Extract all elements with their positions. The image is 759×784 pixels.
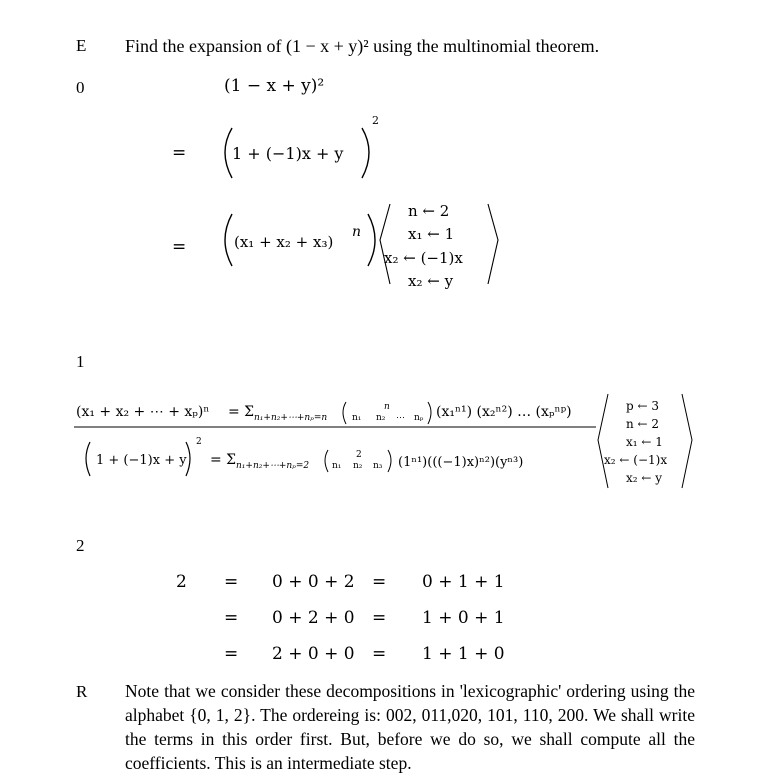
eq2-lead: 2 <box>176 572 187 592</box>
eq1-num-binom-2: n₂ <box>376 413 386 423</box>
eq1-den-binom-3: n₃ <box>373 461 383 471</box>
eq2-row2-eq2: = <box>372 608 387 628</box>
eq2-row1-eq: = <box>224 572 239 592</box>
eq1-num-sum: = Σ <box>228 404 255 420</box>
eq0-sub-2: x₁ ← 1 <box>408 225 455 243</box>
eq1-sub-2: n ← 2 <box>626 417 660 431</box>
eq0-sub-3: x₂ ← (−1)x <box>384 249 463 267</box>
marker-0: 0 <box>76 78 85 97</box>
eq0-line2-inner: 1 + (−1)x + y <box>232 144 344 163</box>
eq1-num-binom-4: nₚ <box>414 413 424 423</box>
eq1-sub-1: p ← 3 <box>626 399 659 413</box>
marker-e: E <box>76 36 87 55</box>
eq1-den-sub: n₁+n₂+⋯+nₚ=2 <box>236 461 310 471</box>
eq1-sub-5: x₂ ← y <box>626 471 663 485</box>
eq1-num-binom-top: n <box>384 402 390 412</box>
eq2-row2-b: 1 + 0 + 1 <box>422 608 505 628</box>
eq2-row1-a: 0 + 0 + 2 <box>272 572 355 592</box>
remark-paragraph: Note that we consider these decompositions in 'lexicographic' ordering using the alphabet {0, 1, 2}. The ordereing is: 002, 011,020, 101, 110, 200. We shall write the terms in this order first. But, before we do so, we shall compute all the coefficients. This is an intermediate step. <box>125 681 695 773</box>
eq1-den-sum: = Σ <box>210 452 237 468</box>
eq0-equals-2: = <box>172 237 187 257</box>
eq1-block <box>70 390 700 500</box>
marker-1: 1 <box>76 352 85 371</box>
eq2-row3-b: 1 + 1 + 0 <box>422 644 505 664</box>
eq1-den-inner: 1 + (−1)x + y <box>96 453 187 468</box>
eq2-row1-eq2: = <box>372 572 387 592</box>
eq0-line3-exp: n <box>352 224 362 240</box>
eq1-num-sub: n₁+n₂+⋯+nₚ=n <box>254 413 328 423</box>
eq1-den-binom-2: n₂ <box>353 461 363 471</box>
eq0-sub-4: x₂ ← y <box>408 272 454 290</box>
eq1-den-binom-1: n₁ <box>332 461 342 471</box>
eq0-sub-1: n ← 2 <box>408 202 450 220</box>
eq2-row2-eq: = <box>224 608 239 628</box>
eq2-row3-eq2: = <box>372 644 387 664</box>
eq2-row3-a: 2 + 0 + 0 <box>272 644 355 664</box>
eq1-sub-4: x₂ ← (−1)x <box>604 453 668 467</box>
eq2-row3-eq: = <box>224 644 239 664</box>
eq1-den-exp: 2 <box>196 437 202 447</box>
eq0-line2-exp: 2 <box>372 114 379 127</box>
problem-heading: Find the expansion of (1 − x + y)² using the multinomial theorem. <box>125 36 600 56</box>
eq0-expression: (1 − x + y)² <box>224 76 325 96</box>
eq0-line2-block <box>212 110 392 190</box>
eq1-num-tail: (x₁ⁿ¹) (x₂ⁿ²) … (xₚⁿᵖ) <box>436 404 572 420</box>
eq2-row2-a: 0 + 2 + 0 <box>272 608 355 628</box>
eq1-sub-3: x₁ ← 1 <box>626 435 663 449</box>
eq2-row1-b: 0 + 1 + 1 <box>422 572 505 592</box>
eq1-num-lhs: (x₁ + x₂ + ⋯ + xₚ)ⁿ <box>76 404 210 420</box>
eq1-num-binom-3: ⋯ <box>396 413 405 423</box>
marker-2: 2 <box>76 536 85 555</box>
eq0-line3-block <box>212 196 512 296</box>
eq1-den-binom-top: 2 <box>356 450 362 460</box>
eq0-line3-inner: (x₁ + x₂ + x₃) <box>234 233 334 251</box>
eq0-equals-1: = <box>172 143 187 163</box>
marker-r: R <box>76 682 88 701</box>
eq1-den-tail: (1ⁿ¹)(((−1)x)ⁿ²)(yⁿ³) <box>398 455 524 470</box>
eq1-num-binom-1: n₁ <box>352 413 362 423</box>
